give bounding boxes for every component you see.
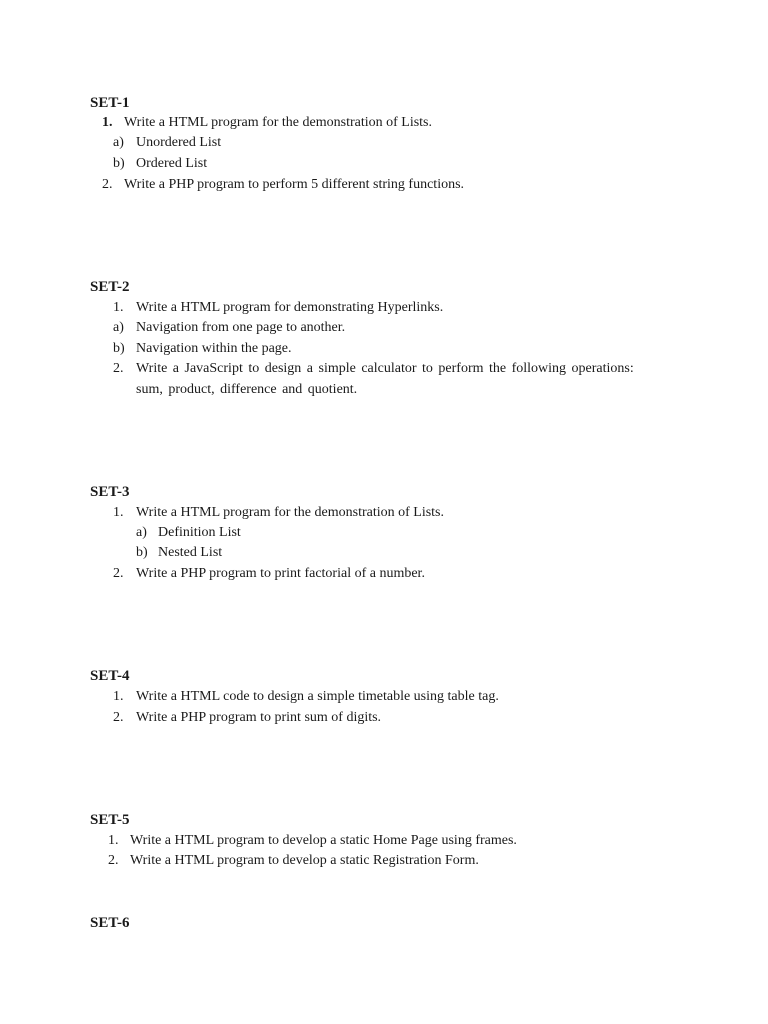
set-3-item-1b-text: Nested List <box>158 545 223 560</box>
set-1-item-1-marker: 1. <box>102 115 113 130</box>
set-1-item-1b-text: Ordered List <box>136 156 208 171</box>
set-2-item-2-text: Write a JavaScript to design a simple calculator to perform the following operations: <box>136 361 634 376</box>
set-1-item-2-text: Write a PHP program to perform 5 different string functions. <box>124 177 465 192</box>
set-3-item-1a-text: Definition List <box>158 525 241 540</box>
set-2-item-1-text: Write a HTML program for demonstrating Hyperlinks. <box>136 300 444 315</box>
set-1-item-1b-marker: b) <box>113 156 125 171</box>
set-5-item-2-marker: 2. <box>108 853 119 868</box>
set-4-item-2-text: Write a PHP program to print sum of digits. <box>136 710 382 725</box>
set-5-item-1-marker: 1. <box>108 833 119 848</box>
set-3-heading: SET-3 <box>90 484 130 500</box>
set-3-item-2-marker: 2. <box>113 566 124 581</box>
set-2-item-2-continuation: sum, product, difference and quotient. <box>136 382 358 397</box>
set-1-item-1a-text: Unordered List <box>136 135 222 150</box>
set-3-item-1b-marker: b) <box>136 545 148 560</box>
set-2-item-1a-marker: a) <box>113 320 124 335</box>
set-2-item-1b-marker: b) <box>113 341 125 356</box>
set-4-item-1-text: Write a HTML code to design a simple timetable using table tag. <box>136 689 499 704</box>
set-3-item-1-text: Write a HTML program for the demonstration of Lists. <box>136 505 445 520</box>
set-2-item-2-marker: 2. <box>113 361 124 376</box>
set-5-item-2-text: Write a HTML program to develop a static Registration Form. <box>130 853 479 868</box>
set-2-item-1a-text: Navigation from one page to another. <box>136 320 346 335</box>
set-1-item-1 <box>102 113 113 133</box>
set-2-item-1-marker: 1. <box>113 300 124 315</box>
set-4-heading: SET-4 <box>90 668 130 684</box>
set-6-heading: SET-6 <box>90 915 130 931</box>
set-1-item-1-text: Write a HTML program for the demonstration of Lists. <box>124 115 433 130</box>
set-4-item-1-marker: 1. <box>113 689 124 704</box>
set-5-heading: SET-5 <box>90 812 130 828</box>
set-1-item-1a-marker: a) <box>113 135 124 150</box>
set-1-heading: SET-1 <box>90 95 130 111</box>
set-3-item-1-marker: 1. <box>113 505 124 520</box>
set-1-item-2-marker: 2. <box>102 177 113 192</box>
set-2-item-1b-text: Navigation within the page. <box>136 341 292 356</box>
set-2-heading: SET-2 <box>90 279 130 295</box>
set-3-item-1a-marker: a) <box>136 525 147 540</box>
set-4-item-2-marker: 2. <box>113 710 124 725</box>
set-5-item-1-text: Write a HTML program to develop a static Home Page using frames. <box>130 833 517 848</box>
set-3-item-2-text: Write a PHP program to print factorial of a number. <box>136 566 425 581</box>
